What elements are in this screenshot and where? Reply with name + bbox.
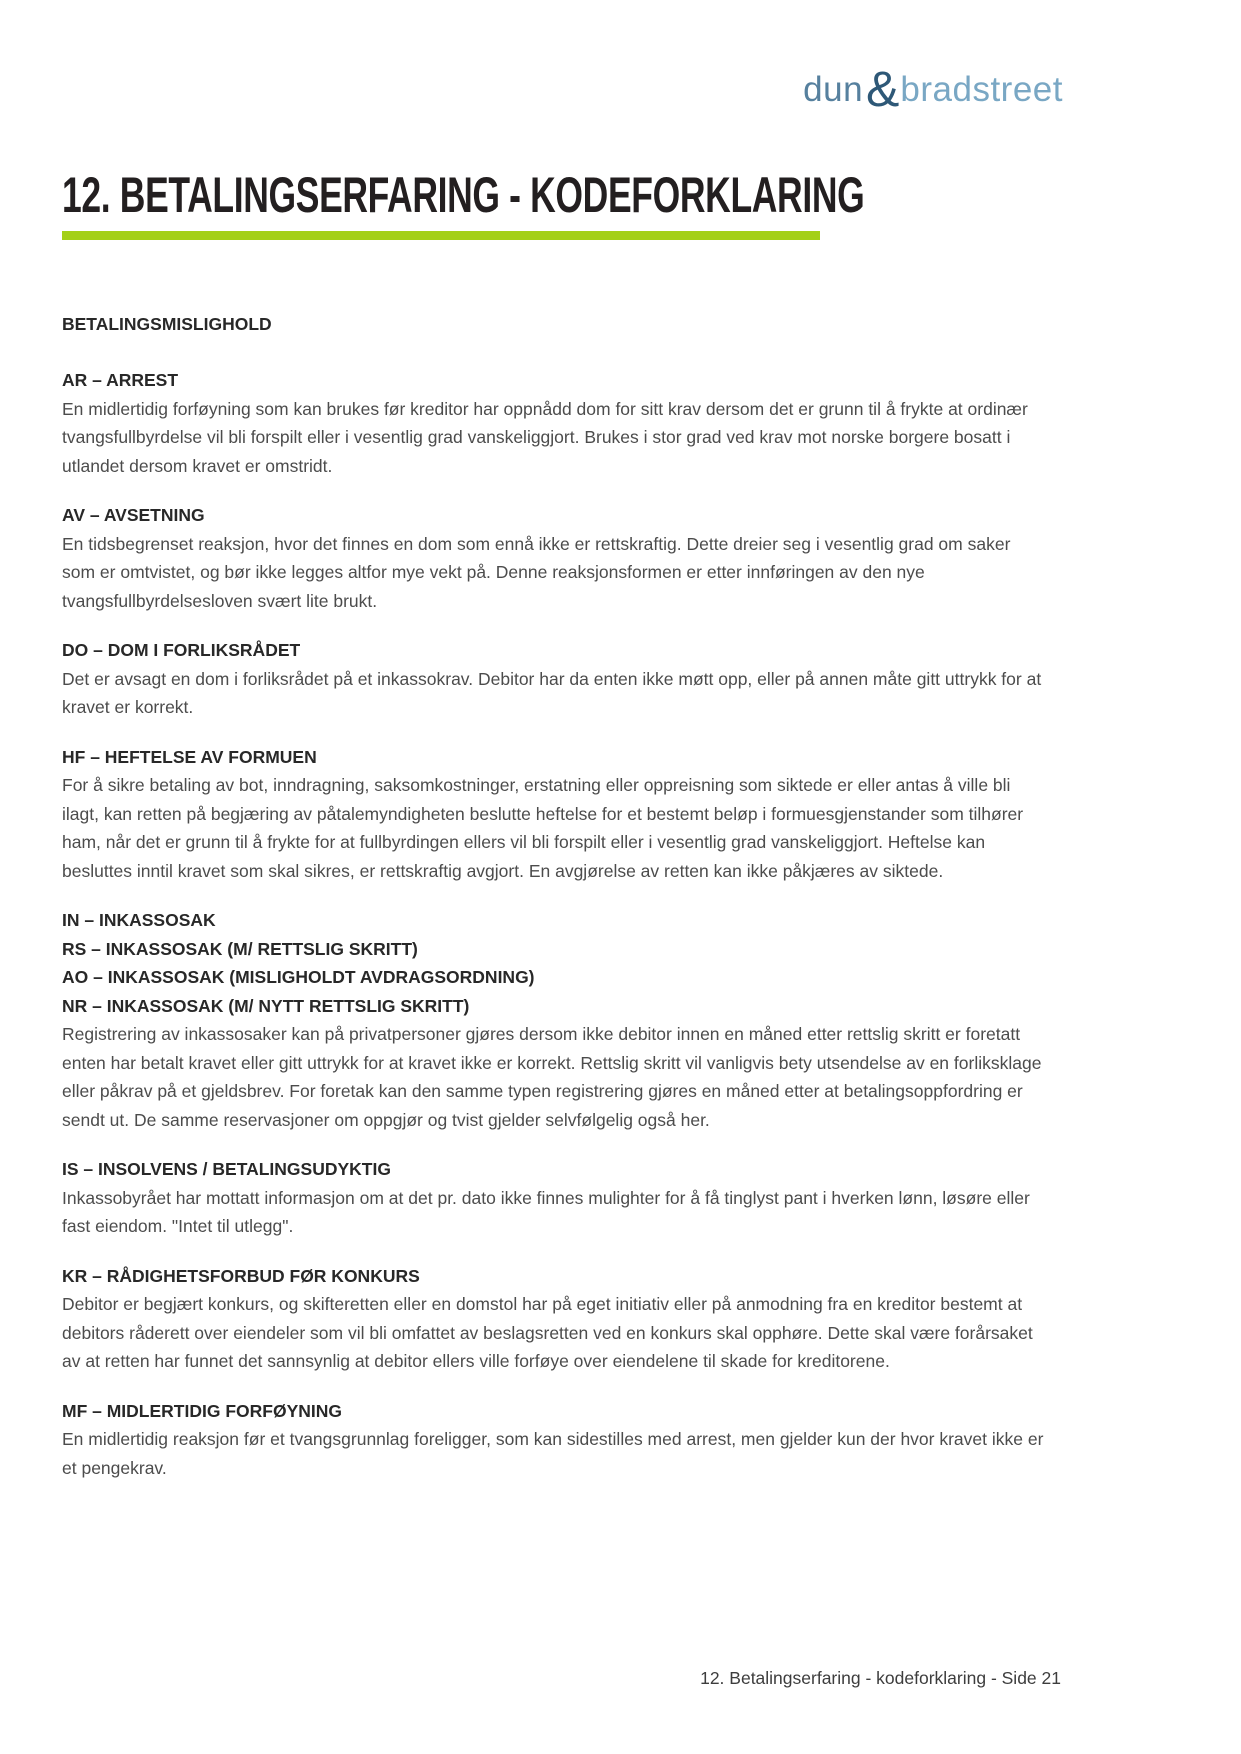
logo-word-bradstreet: bradstreet	[900, 70, 1063, 109]
code-description: En midlertidig forføyning som kan brukes før kreditor har oppnådd dom for sitt krav dersom det er grunn til å frykte at ordinær tvangsfullbyrdelse vil bli forspilt eller i vesentlig grad vanskeliggjort. Brukes i stor grad ved krav mot norske borgere bosatt i utlandet dersom kravet er omstridt.	[62, 398, 1028, 476]
code-description: Debitor er begjært konkurs, og skifteretten eller en domstol har på eget initiativ eller på anmodning fra en kreditor bestemt at debitors råderett over eiendeler som vil bli omfattet av beslagsretten ved en konkurs skal opphøre. Dette skal være forårsaket av at retten har funnet det sannsynlig at debitor ellers ville forføye over eiendelene til skade for kreditorene.	[62, 1294, 1033, 1371]
code-heading: MF – MIDLERTIDIG FORFØYNING	[62, 1400, 342, 1421]
code-description: En tidsbegrenset reaksjon, hvor det finnes en dom som ennå ikke er rettskraftig. Dette dreier seg i vesentlig grad om saker som er omtvistet, og bør ikke legges altfor mye vekt på. Denne reaksjonsformen er etter innføringen av den nye tvangsfullbyrdelsesloven svært lite brukt.	[62, 533, 1011, 611]
code-description: For å sikre betaling av bot, inndragning, saksomkostninger, erstatning eller oppreisning som siktede er eller antas å ville bli ilagt, kan retten på begjæring av påtalemyndigheten beslutte heftelse for et bestemt beløp i formuesgjenstander som tilhører ham, når det er grunn til å frykte for at fullbyrdingen ellers vil bli forspilt eller i vesentlig grad vanskeliggjort. Heftelse kan besluttes inntil kravet som skal sikres, er rettskraftig avgjort. En avgjørelse av retten kan ikke påkjæres av siktede.	[62, 775, 1024, 881]
title-accent-bar	[62, 231, 820, 240]
code-description: Inkassobyrået har mottatt informasjon om at det pr. dato ikke finnes mulighter for å få tinglyst pant i hverken lønn, løsøre eller fast eiendom. "Intet til utlegg".	[62, 1187, 1030, 1236]
code-section	[62, 1397, 1046, 1483]
code-heading: RS – INKASSOSAK (M/ RETTSLIG SKRITT)	[62, 938, 418, 959]
code-heading: IS – INSOLVENS / BETALINGSUDYKTIG	[62, 1159, 391, 1179]
code-section	[62, 906, 1046, 1134]
section-label: BETALINGSMISLIGHOLD	[62, 314, 272, 334]
code-section	[62, 743, 1046, 886]
document-body	[62, 310, 1046, 1503]
dun-bradstreet-logo: dun & bradstreet	[803, 61, 1063, 117]
logo-word-dun: dun	[803, 70, 864, 109]
code-heading: NR – INKASSOSAK (M/ NYTT RETTSLIG SKRITT)	[62, 995, 470, 1016]
code-heading: IN – INKASSOSAK	[62, 910, 216, 930]
code-sections	[62, 366, 1046, 1482]
code-heading: HF – HEFTELSE AV FORMUEN	[62, 746, 317, 767]
code-heading: AR – ARREST	[62, 370, 179, 390]
code-section	[62, 636, 1046, 722]
code-heading: AV – AVSETNING	[62, 505, 205, 525]
page-footer: 12. Betalingserfaring - kodeforklaring - Side 21	[700, 1668, 1061, 1688]
code-heading: KR – RÅDIGHETSFORBUD FØR KONKURS	[62, 1265, 420, 1286]
code-description: En midlertidig reaksjon før et tvangsgrunnlag foreligger, som kan sidestilles med arrest, men gjelder kun der hvor kravet ikke er et pengekrav.	[62, 1429, 1044, 1478]
code-section	[62, 501, 1046, 615]
code-description: Det er avsagt en dom i forliksrådet på et inkassokrav. Debitor har da enten ikke møtt opp, eller på annen måte gitt uttrykk for at kravet er korrekt.	[62, 668, 1042, 717]
code-section	[62, 366, 1046, 480]
code-heading: DO – DOM I FORLIKSRÅDET	[62, 640, 301, 660]
code-section	[62, 1155, 1046, 1241]
code-heading: AO – INKASSOSAK (MISLIGHOLDT AVDRAGSORDNING)	[62, 967, 535, 987]
code-description: Registrering av inkassosaker kan på privatpersoner gjøres dersom ikke debitor innen en måned etter rettslig skritt er foretatt enten har betalt kravet eller gitt uttrykk for at kravet ikke er korrekt. Rettslig skritt vil vanligvis bety utsendelse av en forliksklage eller påkrav på et gjeldsbrev. For foretak kan den samme typen registrering gjøres en måned etter at betalingsoppfordring er sendt ut. De samme reservasjoner om oppgjør og tvist gjelder selvfølgelig også her.	[62, 1024, 1042, 1130]
code-section	[62, 1262, 1046, 1376]
page-title: 12. BETALINGSERFARING - KODEFORKLARING	[62, 167, 865, 223]
